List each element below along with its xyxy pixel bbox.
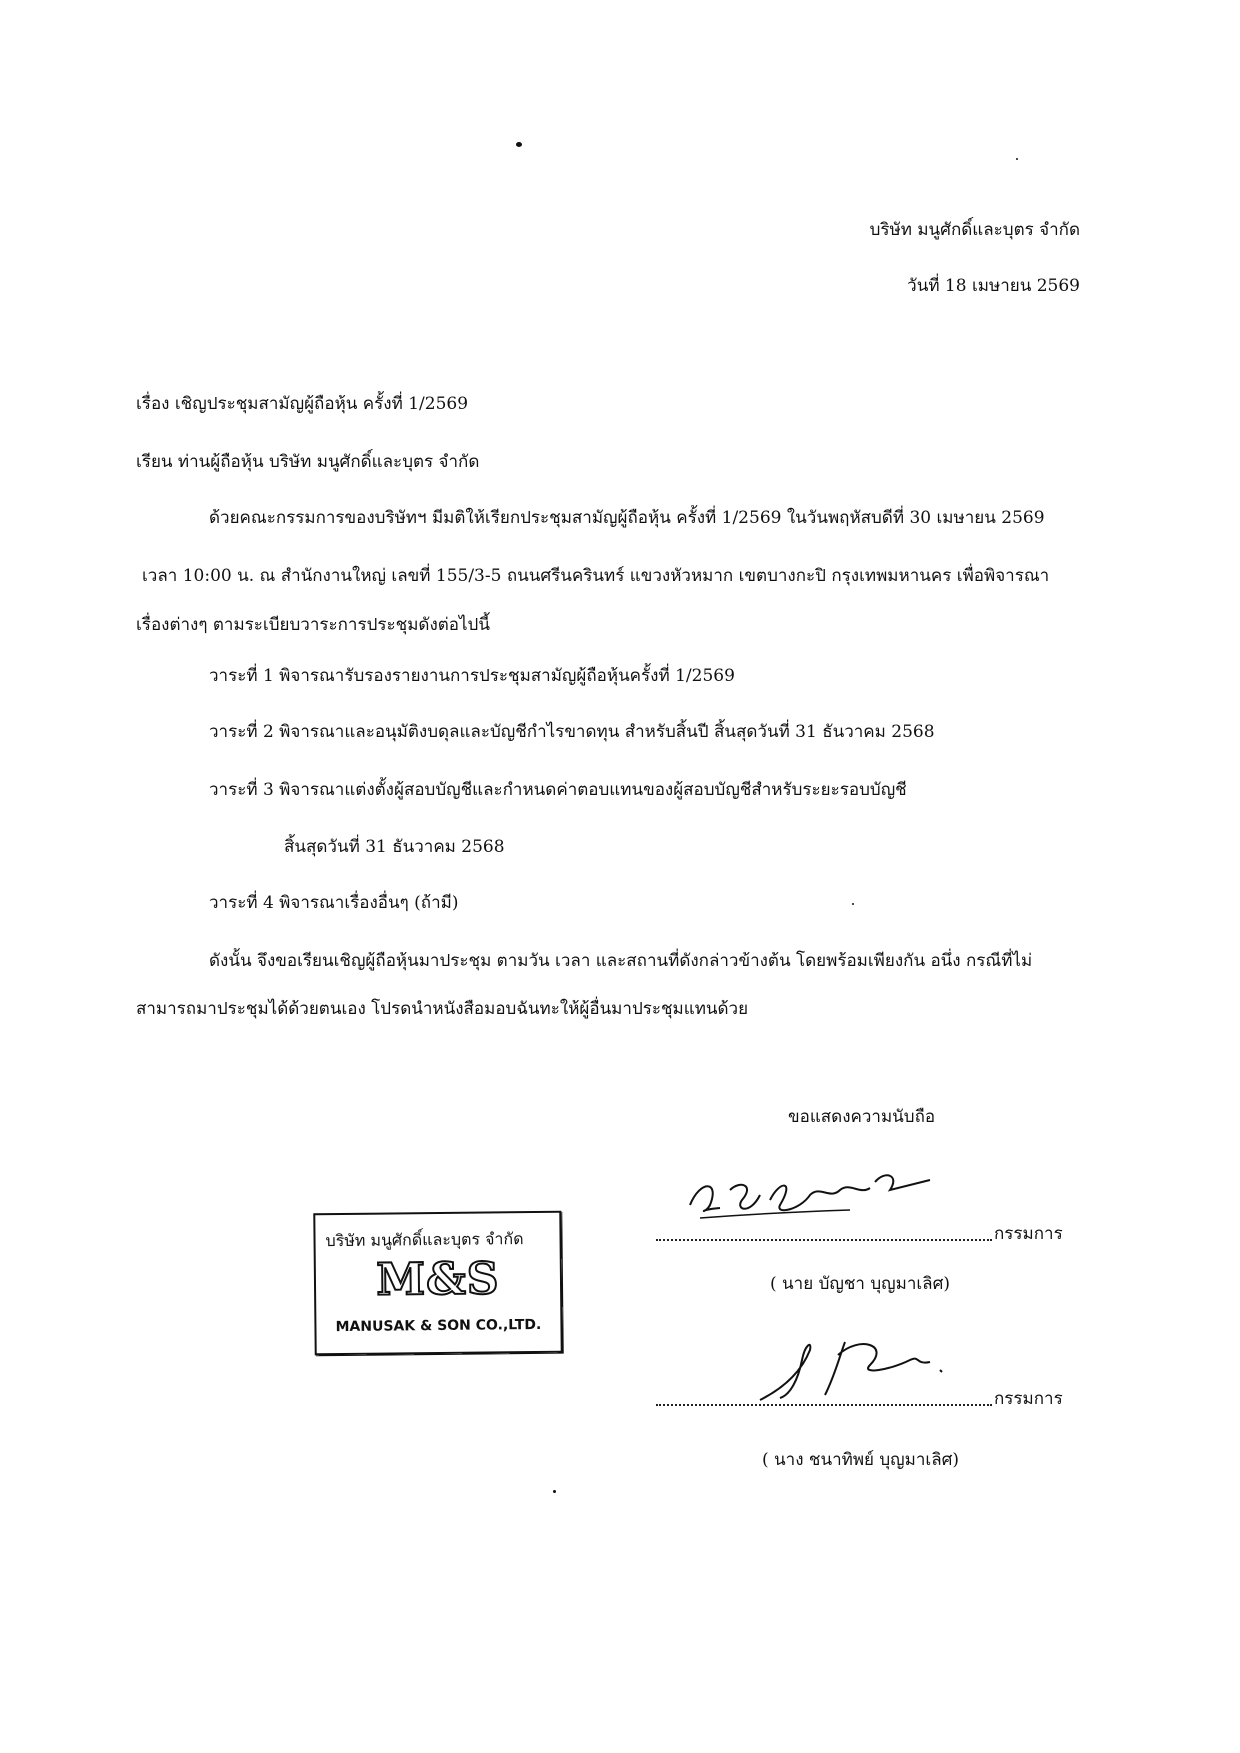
signature-role-2: กรรมการ <box>994 1389 1063 1409</box>
scan-speck <box>516 142 522 147</box>
scan-speck <box>852 903 854 905</box>
recipient-line: เรียน ท่านผู้ถือหุ้น บริษัท มนูศักดิ์และบุตร จำกัด <box>136 452 480 472</box>
stamp-logo: M&S <box>376 1253 500 1306</box>
body-paragraph-1-line-3: เรื่องต่างๆ ตามระเบียบวาระการประชุมดังต่อไปนี้ <box>136 615 490 635</box>
closing-regards: ขอแสดงความนับถือ <box>788 1107 936 1127</box>
agenda-item-3-line-1: วาระที่ 3 พิจารณาแต่งตั้งผู้สอบบัญชีและกำหนดค่าตอบแทนของผู้สอบบัญชีสำหรับระยะรอบบัญชี <box>209 780 907 800</box>
scan-speck <box>1016 158 1018 160</box>
body-paragraph-1-line-2: เวลา 10:00 น. ณ สำนักงานใหญ่ เลขที่ 155/3-5 ถนนศรีนครินทร์ แขวงหัวหมาก เขตบางกะปิ กรุงเทพมหานคร เพื่อพิจารณา <box>142 566 1050 586</box>
letter-date: วันที่ 18 เมษายน 2569 <box>907 276 1080 296</box>
agenda-item-3-line-2: สิ้นสุดวันที่ 31 ธันวาคม 2568 <box>284 837 505 857</box>
scan-speck <box>553 1490 556 1493</box>
subject-line: เรื่อง เชิญประชุมสามัญผู้ถือหุ้น ครั้งที่ 1/2569 <box>136 394 469 414</box>
stamp-company-name-english: MANUSAK & SON CO.,LTD. <box>335 1316 542 1336</box>
company-name: บริษัท มนูศักดิ์และบุตร จำกัด <box>869 220 1080 240</box>
body-paragraph-1-line-1: ด้วยคณะกรรมการของบริษัทฯ มีมติให้เรียกประชุมสามัญผู้ถือหุ้น ครั้งที่ 1/2569 ในวันพฤหัสบดีที่ 30 เมษายน 2569 <box>209 508 1045 528</box>
agenda-item-1: วาระที่ 1 พิจารณารับรองรายงานการประชุมสามัญผู้ถือหุ้นครั้งที่ 1/2569 <box>209 666 735 686</box>
closing-paragraph-line-2: สามารถมาประชุมได้ด้วยตนเอง โปรดนำหนังสือมอบฉันทะให้ผู้อื่นมาประชุมแทนด้วย <box>136 999 749 1019</box>
signature-2-image <box>740 1330 970 1410</box>
signatory-name-2: ( นาง ชนาทิพย์ บุญมาเลิศ) <box>762 1450 960 1470</box>
signature-line-2 <box>656 1403 992 1406</box>
company-stamp <box>313 1211 562 1356</box>
signature-1-image <box>680 1160 940 1230</box>
agenda-item-4: วาระที่ 4 พิจารณาเรื่องอื่นๆ (ถ้ามี) <box>209 893 459 913</box>
signature-role-1: กรรมการ <box>994 1224 1063 1244</box>
signature-line-1 <box>656 1238 992 1241</box>
agenda-item-2: วาระที่ 2 พิจารณาและอนุมัติงบดุลและบัญชีกำไรขาดทุน สำหรับสิ้นปี สิ้นสุดวันที่ 31 ธันวาคม 2568 <box>209 722 935 742</box>
stamp-company-name-thai: บริษัท มนูศักดิ์และบุตร จำกัด <box>325 1229 524 1251</box>
signatory-name-1: ( นาย บัญชา บุญมาเลิศ) <box>770 1274 951 1294</box>
closing-paragraph-line-1: ดังนั้น จึงขอเรียนเชิญผู้ถือหุ้นมาประชุม ตามวัน เวลา และสถานที่ดังกล่าวข้างต้น โดยพร้อมเพียงกัน อนึ่ง กรณีที่ไม่ <box>209 951 1033 971</box>
